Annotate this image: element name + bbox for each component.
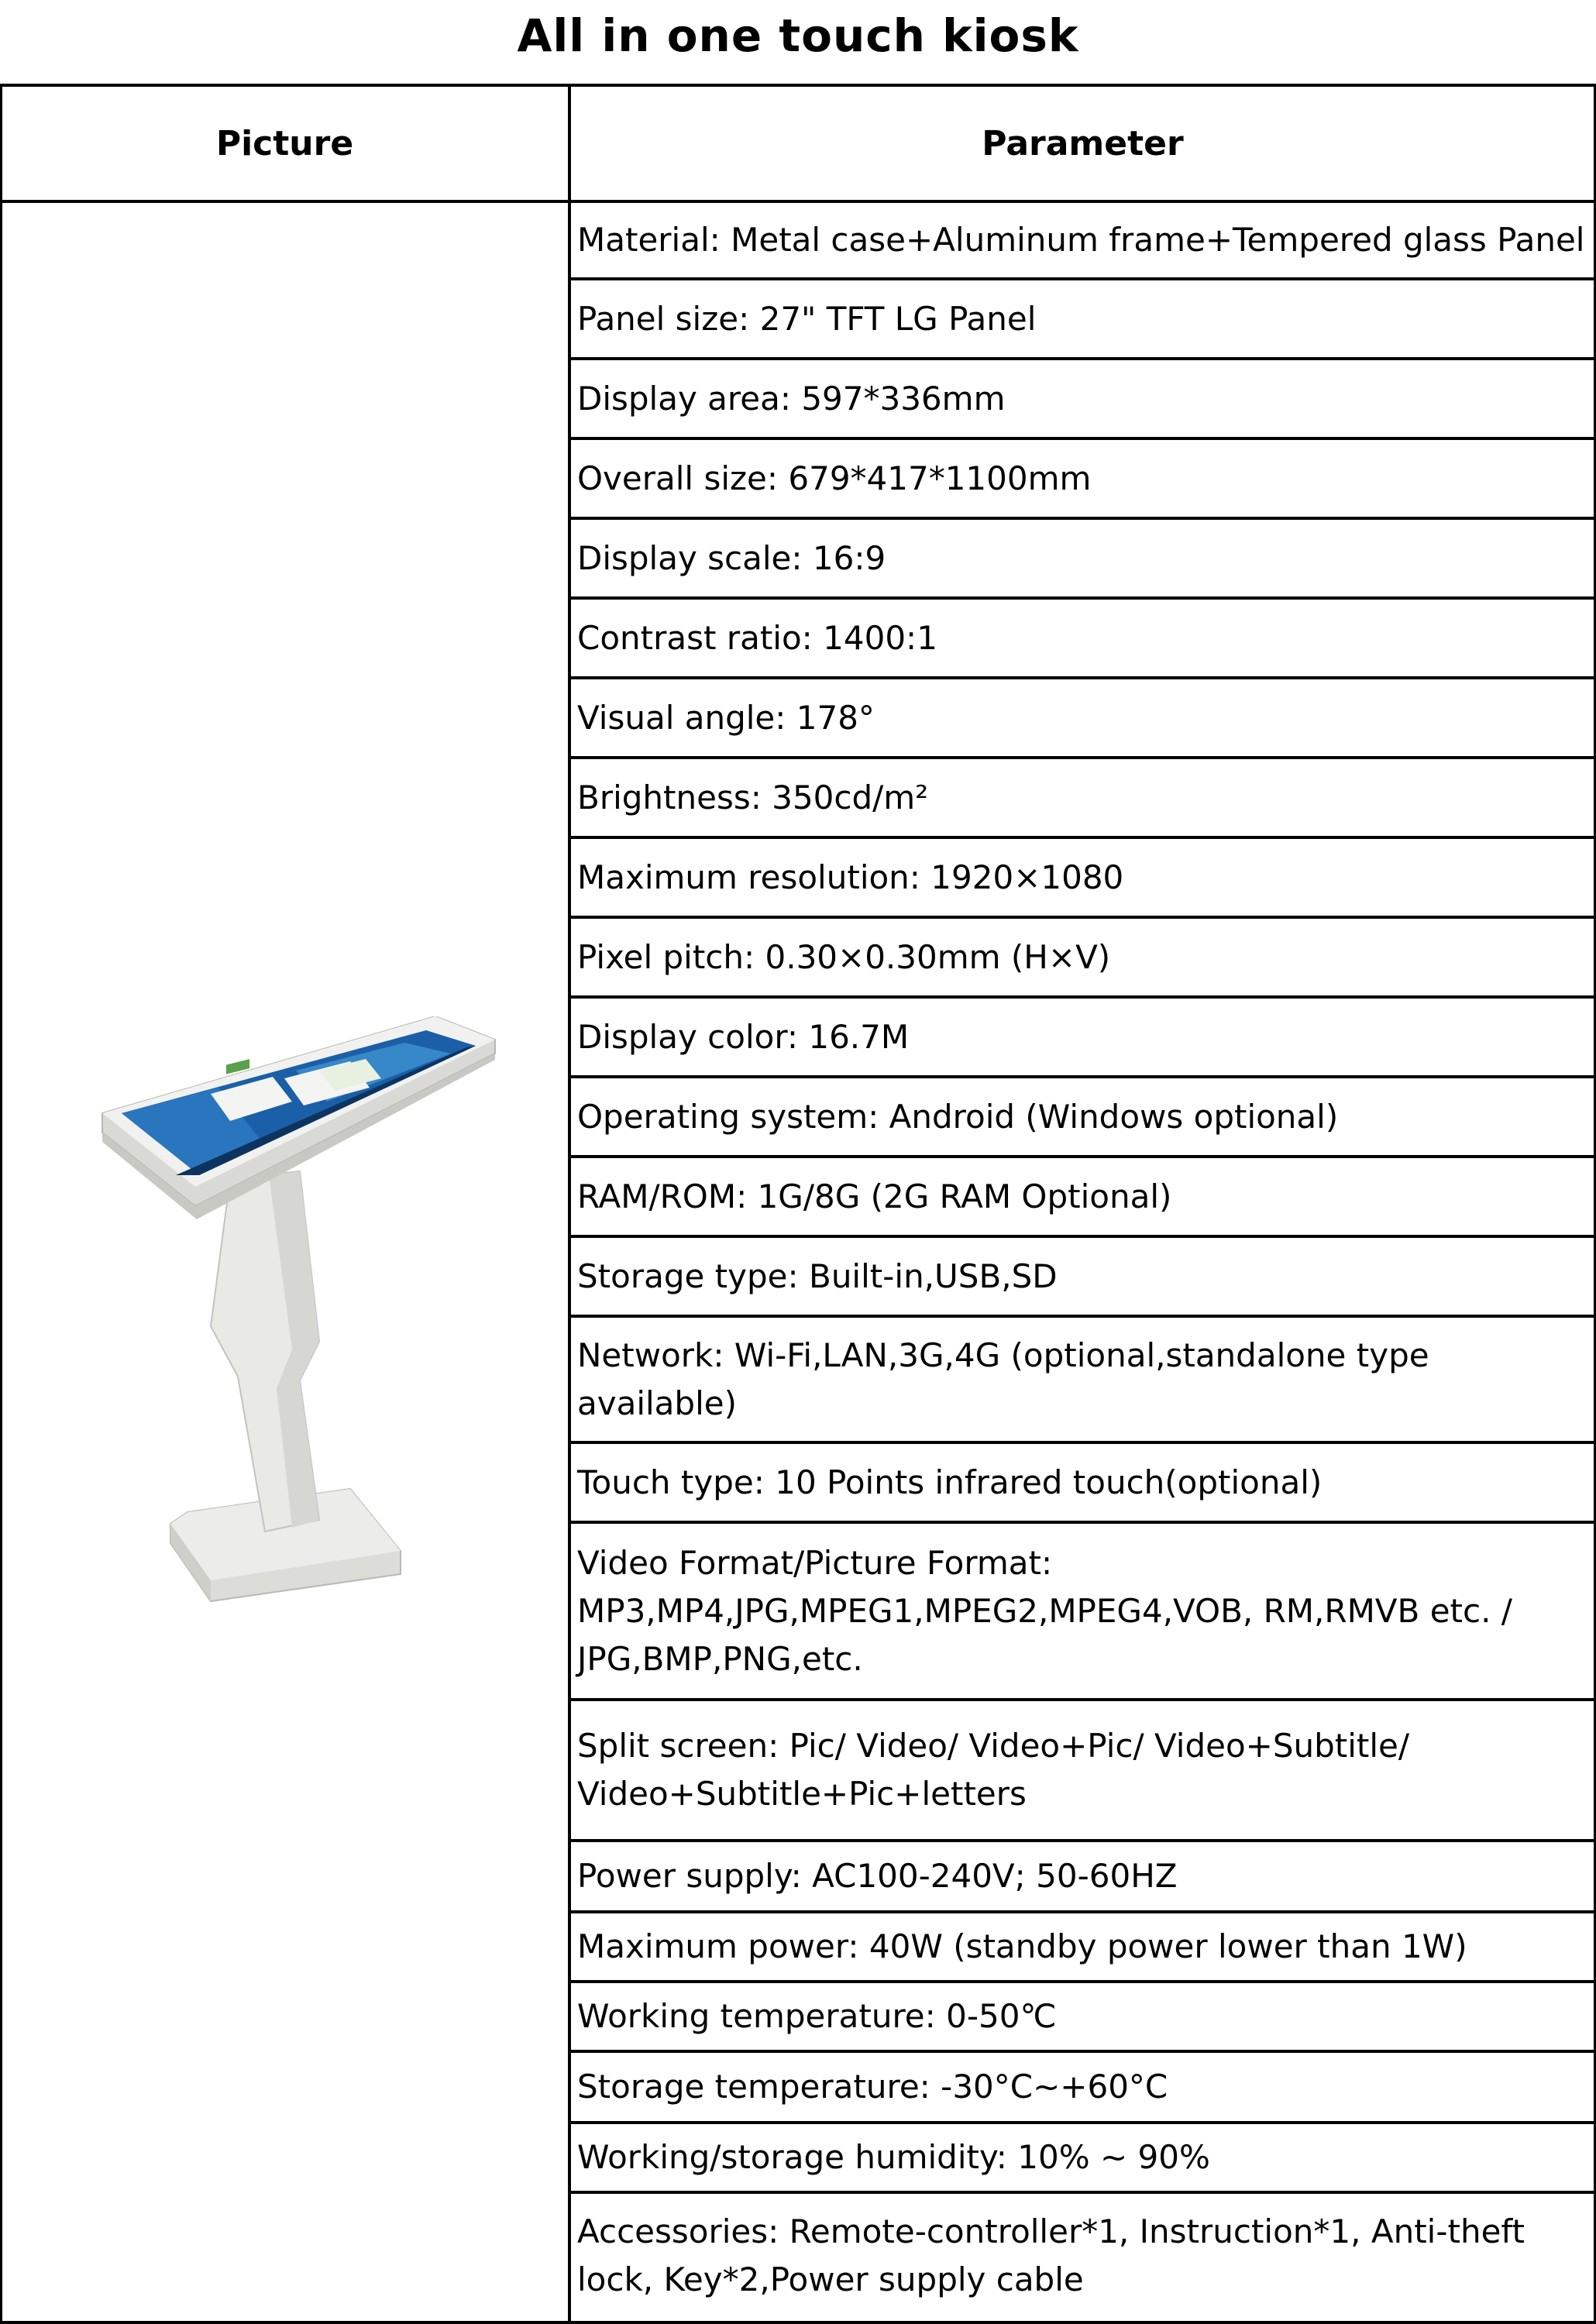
parameter-text: Working/storage humidity: 10% ~ 90% <box>577 2138 1210 2176</box>
parameter-text: Working temperature: 0-50℃ <box>577 1997 1057 2035</box>
parameter-text: Video Format/Picture Format: MP3,MP4,JPG,MPEG1,MPEG2,MPEG4,VOB, RM,RMVB etc. / JPG,BMP,PNG,etc. <box>577 1543 1512 1678</box>
parameter-text: Contrast ratio: 1400:1 <box>577 618 937 657</box>
parameter-text: Accessories: Remote-controller*1, Instruction*1, Anti-theft lock, Key*2,Power supply cable <box>577 2212 1525 2298</box>
parameter-text: Visual angle: 178° <box>577 698 875 737</box>
table-row <box>571 1913 1594 1980</box>
picture-cell <box>2 203 568 2322</box>
table-bottom-border <box>0 2321 1596 2324</box>
table-row <box>571 360 1594 437</box>
parameter-text: Network: Wi-Fi,LAN,3G,4G (optional,standalone type available) <box>577 1336 1429 1422</box>
parameter-text: RAM/ROM: 1G/8G (2G RAM Optional) <box>577 1177 1172 1215</box>
table-row <box>571 1318 1594 1441</box>
table-row <box>571 2194 1594 2318</box>
parameter-text: Operating system: Android (Windows optional) <box>577 1097 1339 1136</box>
table-row <box>571 919 1594 995</box>
table-row <box>571 2124 1594 2191</box>
parameter-text: Storage temperature: -30°C~+60°C <box>577 2068 1168 2106</box>
parameter-text: Split screen: Pic/ Video/ Video+Pic/ Video+Subtitle/ Video+Subtitle+Pic+letters <box>577 1727 1410 1813</box>
parameter-text: Pixel pitch: 0.30×0.30mm (H×V) <box>577 937 1111 976</box>
parameter-text: Power supply: AC100-240V; 50-60HZ <box>577 1857 1178 1895</box>
parameter-text: Maximum resolution: 1920×1080 <box>577 858 1124 896</box>
parameter-text: Maximum power: 40W (standby power lower than 1W) <box>577 1927 1467 1965</box>
parameter-text: Overall size: 679*417*1100mm <box>577 459 1092 497</box>
table-row <box>571 759 1594 836</box>
table-row <box>571 2053 1594 2121</box>
parameter-text: Touch type: 10 Points infrared touch(optional) <box>577 1463 1323 1501</box>
table-row <box>571 520 1594 596</box>
table-row <box>571 1524 1594 1698</box>
table-row <box>571 1842 1594 1910</box>
table-row <box>571 999 1594 1075</box>
table-left-border <box>0 84 2 2324</box>
kiosk-product-image <box>95 1016 505 1636</box>
parameter-text: Storage type: Built-in,USB,SD <box>577 1257 1058 1295</box>
table-row <box>571 280 1594 357</box>
parameter-text: Brightness: 350cd/m² <box>577 778 929 816</box>
table-row <box>571 440 1594 517</box>
table-row <box>571 1701 1594 1839</box>
parameter-text: Display area: 597*336mm <box>577 379 1006 418</box>
table-row <box>571 1078 1594 1155</box>
parameter-text: Material: Metal case+Aluminum frame+Tempered glass Panel <box>577 221 1585 259</box>
table-row <box>571 1444 1594 1521</box>
table-top-border <box>0 84 1596 87</box>
table-row <box>571 679 1594 756</box>
parameter-text: Display color: 16.7M <box>577 1017 910 1056</box>
parameter-text: Display scale: 16:9 <box>577 538 886 577</box>
column-header-picture: Picture <box>215 123 354 163</box>
table-row <box>571 203 1594 277</box>
parameter-text: Panel size: 27" TFT LG Panel <box>577 299 1037 338</box>
table-row <box>571 600 1594 676</box>
column-header-parameter: Parameter <box>982 123 1184 163</box>
table-row <box>571 1238 1594 1315</box>
page-title: All in one touch kiosk <box>517 9 1079 62</box>
table-row <box>571 839 1594 916</box>
table-row <box>571 1158 1594 1235</box>
table-row <box>571 1983 1594 2050</box>
